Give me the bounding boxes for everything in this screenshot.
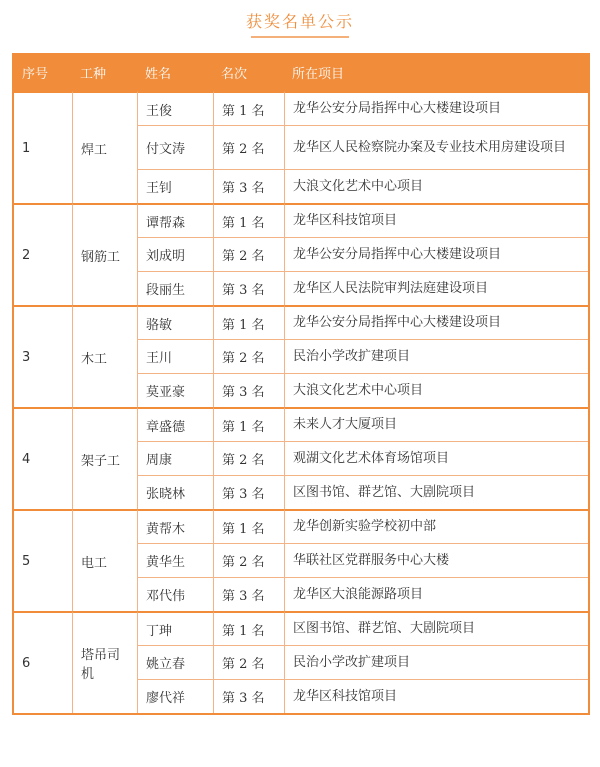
winner-project: 未来人才大厦项目 xyxy=(284,407,588,441)
winner-project: 龙华区人民法院审判法庭建设项目 xyxy=(284,271,588,305)
winner-rank: 第 2 名 xyxy=(213,339,284,373)
winner-project: 华联社区党群服务中心大楼 xyxy=(284,543,588,577)
group-type: 塔吊司机 xyxy=(72,611,137,713)
winner-project: 龙华区科技馆项目 xyxy=(284,203,588,237)
header-row xyxy=(14,53,588,91)
winner-rank: 第 2 名 xyxy=(213,237,284,271)
table-row xyxy=(14,305,588,339)
winner-project: 龙华公安分局指挥中心大楼建设项目 xyxy=(284,305,588,339)
winner-project: 大浪文化艺术中心项目 xyxy=(284,169,588,203)
winner-rank: 第 2 名 xyxy=(213,645,284,679)
winner-name: 廖代祥 xyxy=(137,679,213,713)
table-row xyxy=(14,203,588,237)
winner-name: 章盛德 xyxy=(137,407,213,441)
header-name: 姓名 xyxy=(137,53,213,91)
winner-rank: 第 1 名 xyxy=(213,407,284,441)
winner-rank: 第 1 名 xyxy=(213,611,284,645)
winner-project: 龙华区科技馆项目 xyxy=(284,679,588,713)
winner-project: 观湖文化艺术体育场馆项目 xyxy=(284,441,588,475)
awards-table xyxy=(12,53,590,715)
table-row xyxy=(14,91,588,125)
winner-name: 周康 xyxy=(137,441,213,475)
header-type: 工种 xyxy=(72,53,137,91)
group-type: 木工 xyxy=(72,305,137,407)
winner-project: 大浪文化艺术中心项目 xyxy=(284,373,588,407)
winner-name: 姚立春 xyxy=(137,645,213,679)
table-row xyxy=(14,407,588,441)
title-underline xyxy=(251,36,349,38)
winner-project: 区图书馆、群艺馆、大剧院项目 xyxy=(284,611,588,645)
group-type: 钢筋工 xyxy=(72,203,137,305)
header-rank: 名次 xyxy=(213,53,284,91)
winner-rank: 第 3 名 xyxy=(213,271,284,305)
winner-name: 张晓林 xyxy=(137,475,213,509)
winner-project: 龙华公安分局指挥中心大楼建设项目 xyxy=(284,91,588,125)
winner-name: 付文涛 xyxy=(137,125,213,169)
winner-name: 段丽生 xyxy=(137,271,213,305)
table-row xyxy=(14,611,588,645)
group-type: 焊工 xyxy=(72,91,137,203)
winner-name: 黄华生 xyxy=(137,543,213,577)
winner-project: 民治小学改扩建项目 xyxy=(284,645,588,679)
header-seq: 序号 xyxy=(14,53,72,91)
winner-rank: 第 1 名 xyxy=(213,305,284,339)
group-seq: 4 xyxy=(14,407,72,509)
group-seq: 6 xyxy=(14,611,72,713)
winner-rank: 第 1 名 xyxy=(213,203,284,237)
winner-name: 刘成明 xyxy=(137,237,213,271)
winner-name: 邓代伟 xyxy=(137,577,213,611)
winner-name: 王俊 xyxy=(137,91,213,125)
winner-name: 谭帮森 xyxy=(137,203,213,237)
winner-rank: 第 3 名 xyxy=(213,679,284,713)
winner-project: 民治小学改扩建项目 xyxy=(284,339,588,373)
page-title: 获奖名单公示 xyxy=(245,12,354,31)
winner-name: 丁珅 xyxy=(137,611,213,645)
winner-rank: 第 1 名 xyxy=(213,91,284,125)
group-seq: 5 xyxy=(14,509,72,611)
group-seq: 2 xyxy=(14,203,72,305)
winner-project: 龙华创新实验学校初中部 xyxy=(284,509,588,543)
header-project: 所在项目 xyxy=(284,53,588,91)
winner-rank: 第 2 名 xyxy=(213,543,284,577)
winner-name: 莫亚豪 xyxy=(137,373,213,407)
winner-rank: 第 3 名 xyxy=(213,373,284,407)
winner-project: 龙华公安分局指挥中心大楼建设项目 xyxy=(284,237,588,271)
table-row xyxy=(14,509,588,543)
winner-name: 王川 xyxy=(137,339,213,373)
group-type: 电工 xyxy=(72,509,137,611)
winner-rank: 第 3 名 xyxy=(213,475,284,509)
group-type: 架子工 xyxy=(72,407,137,509)
group-seq: 3 xyxy=(14,305,72,407)
winner-rank: 第 2 名 xyxy=(213,125,284,169)
winner-name: 骆敏 xyxy=(137,305,213,339)
winner-rank: 第 3 名 xyxy=(213,169,284,203)
winner-rank: 第 1 名 xyxy=(213,509,284,543)
winner-rank: 第 2 名 xyxy=(213,441,284,475)
winner-rank: 第 3 名 xyxy=(213,577,284,611)
winner-project: 龙华区人民检察院办案及专业技术用房建设项目 xyxy=(284,125,588,169)
group-seq: 1 xyxy=(14,91,72,203)
winner-name: 王钊 xyxy=(137,169,213,203)
winner-project: 区图书馆、群艺馆、大剧院项目 xyxy=(284,475,588,509)
winner-name: 黄帮木 xyxy=(137,509,213,543)
winner-project: 龙华区大浪能源路项目 xyxy=(284,577,588,611)
